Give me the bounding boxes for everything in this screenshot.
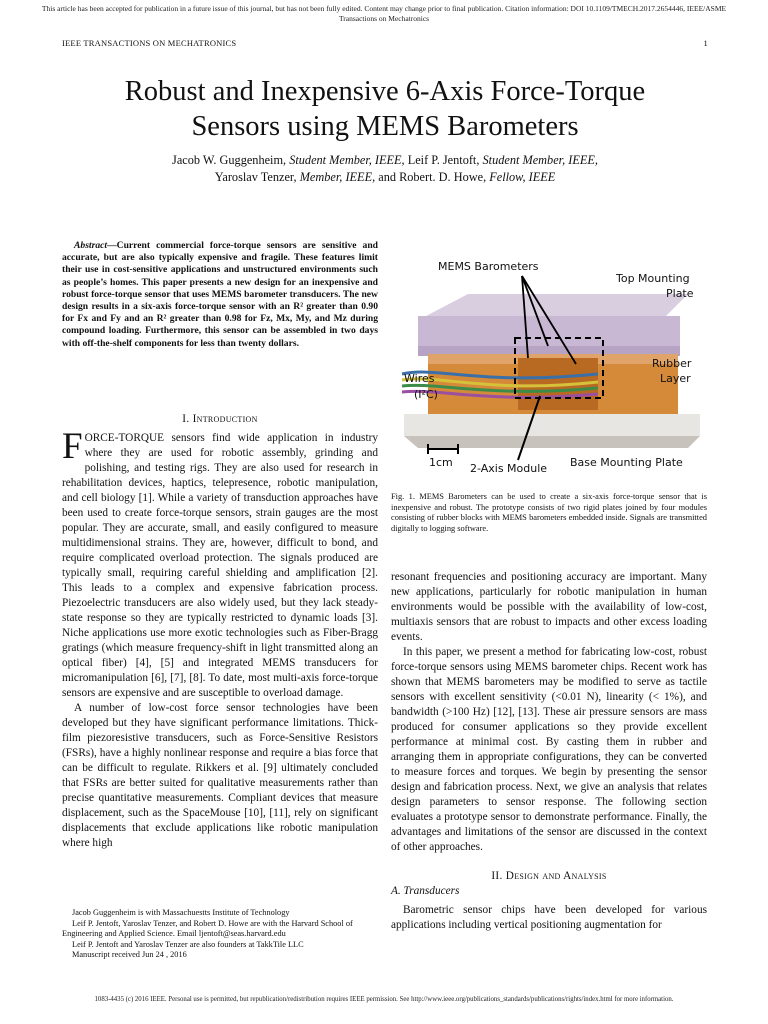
banner-line-2: Transactions on Mechatronics xyxy=(338,14,430,23)
author-list xyxy=(62,152,708,186)
author-4: and Robert. D. Howe, xyxy=(378,170,487,184)
figure-1-caption: Fig. 1. MEMS Barometers can be used to create a six-axis force-torque sensor that is inexpensive and robust. The prototype consists of two rigid plates joined by four modules consisting of rubber blocks with MEMS barometers embedded inside. Signals are transmitted digitally to logging software. xyxy=(391,492,707,533)
preprint-banner xyxy=(20,4,748,24)
author-3: Yaroslav Tenzer, xyxy=(214,170,297,184)
intro-heading: I. Introduction xyxy=(182,413,258,425)
label-rubber-1: Rubber xyxy=(652,357,692,370)
author-3-role: Member, IEEE, xyxy=(299,170,376,184)
footnote-1: Jacob Guggenheim is with Massachuestts Institute of Technology xyxy=(72,908,290,917)
footnote-3: Leif P. Jentoft and Yaroslav Tenzer are also founders at TakkTile LLC xyxy=(72,939,304,949)
abstract-label: Abstract xyxy=(74,240,108,251)
transducers-subheading: A. Transducers xyxy=(391,885,460,897)
author-1-role: Student Member, IEEE, xyxy=(289,153,405,167)
design-heading: II. Design and Analysis xyxy=(491,870,607,882)
author-4-role: Fellow, IEEE xyxy=(489,170,556,184)
banner-line-1: This article has been accepted for publication in a future issue of this journal, but has not been fully edited. Content may change prior to final publication. Citation information: DOI 10.1109/TMECH.2017.2654446, IEEE/ASME xyxy=(41,4,727,13)
footnote-4: Manuscript received Jun 24 , 2016 xyxy=(72,950,187,960)
page-number: 1 xyxy=(703,38,708,48)
introduction-section xyxy=(62,412,378,851)
title-line-2: Sensors using MEMS Barometers xyxy=(191,111,579,142)
label-wires-2: (I²C) xyxy=(414,388,438,401)
label-mems: MEMS Barometers xyxy=(438,260,539,273)
abstract xyxy=(62,240,378,350)
author-1: Jacob W. Guggenheim, xyxy=(172,153,287,167)
footnote-2: Leif P. Jentoft, Yaroslav Tenzer, and Robert D. Howe are with the Harvard School of Engineering and Applied Science. Email ljentoft@seas.harvard.edu xyxy=(62,918,353,939)
design-paragraph-1: Barometric sensor chips have been developed for various applications including vertical positioning augmentation for xyxy=(391,904,707,931)
running-head xyxy=(62,38,708,48)
journal-name: IEEE TRANSACTIONS ON MECHATRONICS xyxy=(62,38,237,48)
author-2: Leif P. Jentoft, xyxy=(407,153,480,167)
intro-paragraph-2-continued: resonant frequencies and positioning accuracy are important. Many new applications, particularly for robotic manipulation in human environments would be possible with the availability of low-cost, multiaxis sensors that are robust to impacts and other excess loading events. xyxy=(391,571,707,643)
label-module: 2-Axis Module xyxy=(470,462,548,475)
label-top-2: Plate xyxy=(666,287,694,300)
author-2-role: Student Member, IEEE, xyxy=(482,153,598,167)
intro-paragraph-1 xyxy=(62,426,378,701)
drop-cap: F xyxy=(62,426,83,467)
label-top-1: Top Mounting xyxy=(616,272,690,285)
copyright-footer: 1083-4435 (c) 2016 IEEE. Personal use is permitted, but republication/redistribution requires IEEE permission. See http://www.ieee.org/publications_standards/publications/rights/index.html for more information. xyxy=(94,996,674,1003)
abstract-text: —Current commercial force-torque sensors are sensitive and accurate, but are also typically expensive and fragile. These features limit their use in cost-sensitive applications and unstructured environments such as people’s homes. This paper presents a new design for an inexpensive and robust force-torque sensor that uses MEMS barometer transducers. The new design results in a six-axis force-torque sensor with an R² greater than 0.90 for Fx and Fy and an R² greater than 0.98 for Fz, Mx, My, and Mz during compound loading. Furthermore, this sensor can be assembled in two days with off-the-shelf components for less than twenty dollars. xyxy=(62,240,378,349)
label-base: Base Mounting Plate xyxy=(570,456,683,469)
intro-paragraph-3: In this paper, we present a method for fabricating low-cost, robust force-torque sensors using MEMS barometer chips. Recent work has shown that MEMS barometers may be modified to serve as tactile sensors with excellent sensitivity (<0.01 N), linearity (< 1%), and bandwidth (>100 Hz) [12], [13]. These air pressure sensors are mass produced for consumer applications so they provide excellent performance at minimal cost. By casting them in rubber and arranging them in appropriate configurations, they can be converted to measure forces and torques. We begin by presenting the sensor design and fabrication process. Next, we give an analysis that relates design parameters to sensor response. The following section evaluates a prototype sensor to demonstrate performance. Finally, the advantages and limitations of the sensor are discussed in the context of other approaches. xyxy=(391,646,707,853)
paper-title xyxy=(62,74,708,144)
label-rubber-2: Layer xyxy=(660,372,691,385)
intro-p1-text: ORCE-TORQUE sensors find wide application in industry where they are used for robotic assembly, grinding and polishing, and testing rigs. They are also used for research in rehabilitation devices, haptics, telepresence, robotic manipulation, and cell biology [1]. While a variety of transduction approaches have been used to create force-torque sensors, strain gauges are the most popular. They are accurate, small, and easily configured to measure multidimensional strains. They are, however, difficult to bond, and require complicated overload protection. The signals produced are typically small, requiring careful shielding and amplification [2]. This leads to a complex and expensive fabrication process. Piezoelectric transducers are also widely used, but they lack steady-state response so they are typically restricted to dynamic loads [3]. Niche applications use more exotic technologies such as Fiber-Bragg gratings (which measure frequency-shift in light transmitted along an optical fiber) [4], [5] and integrated MEMS transducers for micromanipulation [6], [7], [8]. To date, most multi-axis force-torque sensors are expensive and are susceptible to overload damage. xyxy=(62,432,378,699)
label-scale: 1cm xyxy=(429,456,453,469)
right-column-text xyxy=(391,570,707,933)
title-line-1: Robust and Inexpensive 6-Axis Force-Torque xyxy=(124,76,646,107)
footnotes xyxy=(62,908,378,961)
figure-1-photo xyxy=(398,246,704,476)
intro-paragraph-2: A number of low-cost force sensor technologies have been developed but they have significant performance limitations. Thick-film piezoresistive transducers, such as Force-Sensitive Resistors (FSRs), have a highly nonlinear response and require a bias force that can be difficult to regulate. Rikkers et al. [9] ultimately concluded that FSRs are better suited for qualitative measurements rather than precise quantitative measurements. Compliant devices that measure displacement, such as the SpaceMouse [10], [11], rely on significant displacements that exclude applications like robotic manipulation where high xyxy=(62,702,378,849)
label-wires-1: Wires xyxy=(404,372,435,385)
